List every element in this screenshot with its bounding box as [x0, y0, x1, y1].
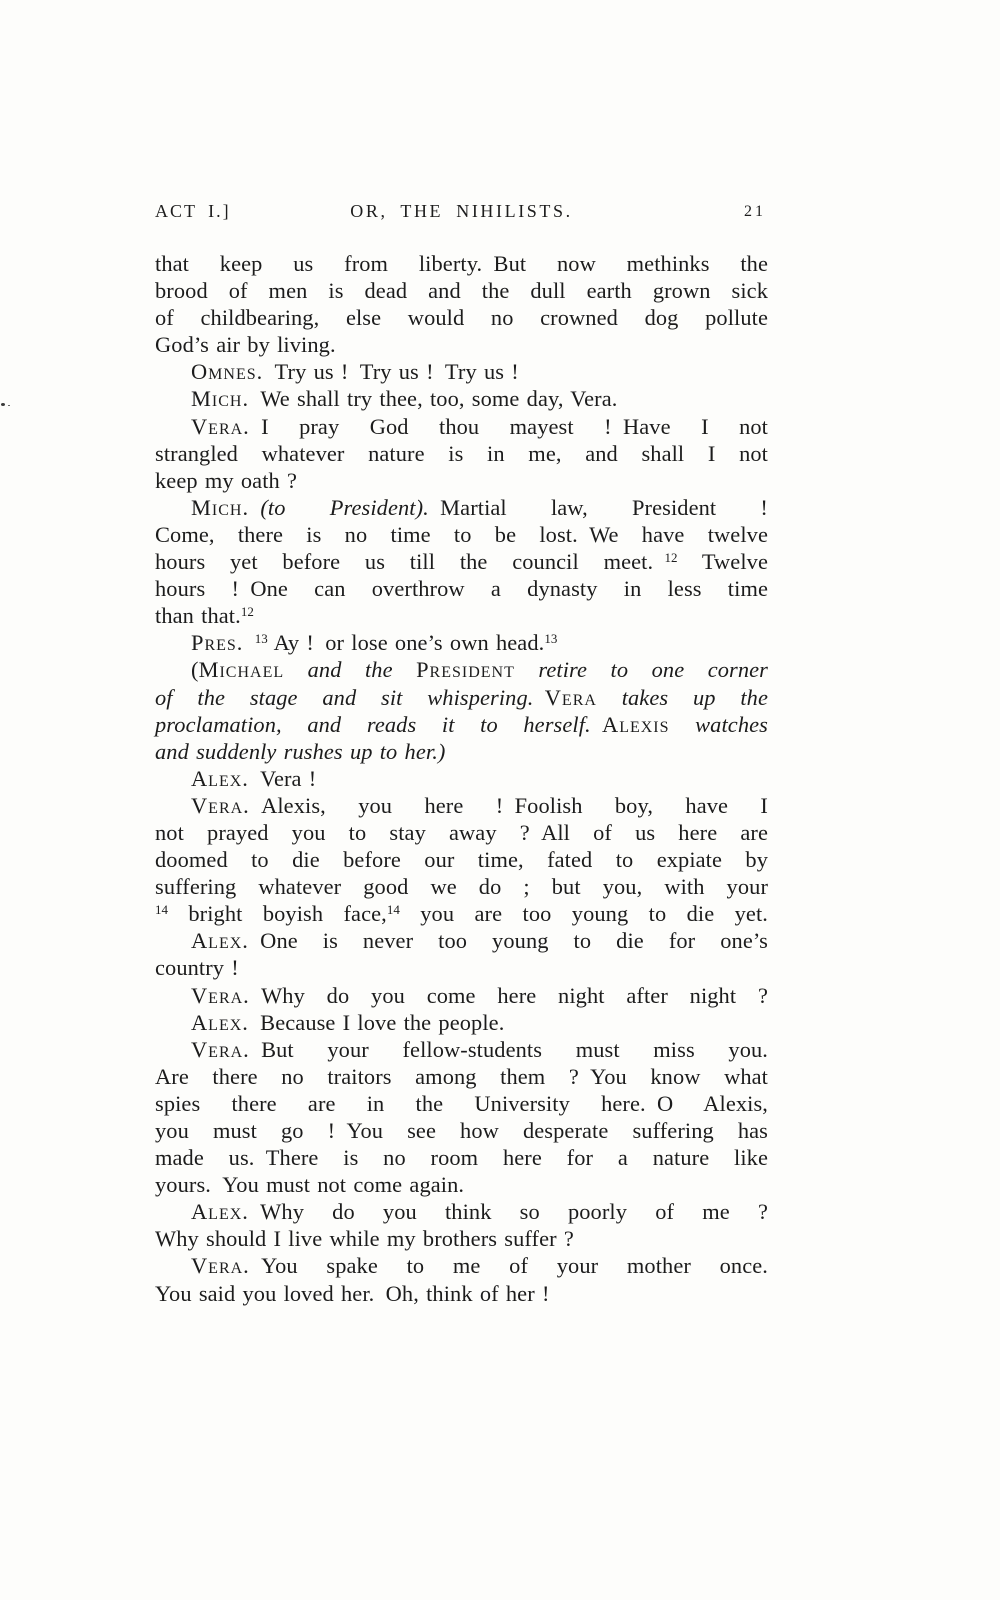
- text-line: [155, 277, 768, 304]
- header-page-number: 21: [744, 203, 766, 220]
- text-line: [155, 413, 768, 440]
- text-line: [155, 982, 768, 1009]
- text-line: [155, 331, 768, 358]
- text-line: [155, 358, 768, 385]
- text-run: Because I love the people.: [248, 1009, 505, 1035]
- text-run: Martial law, President !: [428, 494, 768, 520]
- small-caps-name: Vera.: [191, 982, 250, 1008]
- text-run: Why do you think so poorly of me ?: [248, 1199, 768, 1225]
- text-run: strangled whatever nature is in me, and shall I not: [155, 440, 768, 466]
- text-line: [155, 1171, 768, 1198]
- text-line: [155, 1225, 768, 1252]
- text-line: [155, 792, 768, 819]
- text-run: of childbearing, else would no crowned dog pollute: [155, 305, 768, 331]
- small-caps-name: Alex.: [191, 1009, 249, 1035]
- text-run: you must go ! You see how desperate suffering has: [155, 1118, 768, 1143]
- text-run: One is never too young to die for one’s: [248, 928, 768, 954]
- text-line: [155, 1117, 768, 1144]
- small-caps-name: Mich.: [191, 386, 250, 412]
- italic-run: (to President).: [260, 494, 429, 520]
- text-line: [155, 1063, 768, 1090]
- text-line: [155, 575, 768, 602]
- small-caps-name: Mich.: [191, 494, 250, 520]
- text-run: brood of men is dead and the dull earth grown sick: [155, 278, 768, 304]
- small-caps-name: Omnes.: [191, 359, 264, 385]
- text-run: You spake to me of your mother once.: [249, 1253, 768, 1279]
- text-run: keep my oath ?: [155, 467, 298, 493]
- text-line: [155, 927, 768, 954]
- text-line: [155, 440, 768, 467]
- small-caps-name: Vera.: [191, 1036, 250, 1062]
- text-run: yours. You must not come again.: [155, 1172, 465, 1198]
- text-run: But your fellow-students must miss you.: [249, 1036, 768, 1062]
- text-run: God’s air by living.: [155, 332, 336, 358]
- text-line: [155, 873, 768, 900]
- text-run: spies there are in the University here. O Alexis,: [155, 1090, 768, 1116]
- text-line: [155, 711, 768, 738]
- text-line: [155, 548, 768, 575]
- footnote-marker: 14: [155, 902, 168, 918]
- text-line: [155, 656, 768, 683]
- text-line: [155, 954, 768, 981]
- ink-speck: [1, 403, 5, 406]
- text-line: [155, 602, 768, 629]
- text-line: [155, 629, 768, 656]
- text-line: [155, 1090, 768, 1117]
- text-run: [249, 495, 260, 520]
- running-header: [155, 201, 768, 227]
- text-line: [155, 1009, 768, 1036]
- text-line: [155, 1252, 768, 1279]
- text-run: Why should I live while my brothers suffer ?: [155, 1226, 574, 1252]
- footnote-marker: 12: [664, 550, 678, 566]
- text-run: I pray God thou mayest ! Have I not: [249, 413, 768, 439]
- footnote-marker: 12: [240, 604, 254, 620]
- small-caps-name: Vera.: [191, 792, 250, 818]
- text-line: [155, 304, 768, 331]
- text-line: [155, 1198, 768, 1225]
- text-line: [155, 250, 768, 277]
- header-act-label: ACT I.]: [155, 201, 231, 221]
- text-line: [155, 684, 768, 711]
- text-run: Why do you come here night after night ?: [249, 982, 768, 1008]
- italic-run: retire to one corner: [514, 657, 769, 683]
- italic-run: and the: [284, 657, 417, 683]
- small-caps-name: Alex.: [191, 928, 249, 954]
- small-caps-name: President: [416, 657, 515, 683]
- text-run: you are too young to die yet.: [399, 901, 768, 927]
- text-line: [155, 521, 768, 548]
- text-run: that keep us from liberty. But now methinks the: [155, 251, 768, 276]
- header-book-title: OR, THE NIHILISTS.: [350, 201, 573, 221]
- italic-run: watches: [669, 711, 768, 737]
- text-line: [155, 467, 768, 494]
- text-run: than that.: [155, 603, 241, 629]
- small-caps-name: Vera: [544, 684, 597, 710]
- text-line: [155, 900, 768, 927]
- text-run: Ay ! or lose one’s own head.: [267, 630, 545, 656]
- italic-run: takes up the: [596, 684, 768, 710]
- italic-run: of the stage and sit whispering.: [155, 684, 545, 710]
- text-line: [155, 846, 768, 873]
- text-run: hours yet before us till the council meet.: [155, 549, 665, 575]
- text-run: We shall try thee, too, some day, Vera.: [249, 386, 618, 412]
- text-run: Come, there is no time to be lost. We have twelve: [155, 521, 768, 547]
- text-run: made us. There is no room here for a nature like: [155, 1145, 768, 1171]
- text-run: [243, 630, 254, 655]
- small-caps-name: Vera.: [191, 1253, 250, 1279]
- small-caps-name: Vera.: [191, 413, 250, 439]
- text-run: Vera !: [248, 765, 317, 791]
- text-line: [155, 765, 768, 792]
- text-run: Try us ! Try us ! Try us !: [263, 359, 519, 385]
- text-line: [155, 819, 768, 846]
- text-run: doomed to die before our time, fated to expiate by: [155, 847, 768, 873]
- italic-run: proclamation, and reads it to herself.: [155, 711, 603, 737]
- footnote-marker: 13: [544, 631, 558, 647]
- text-run: (: [191, 657, 199, 683]
- text-line: [155, 1036, 768, 1063]
- text-run: not prayed you to stay away ? All of us here are: [155, 819, 768, 845]
- small-caps-name: Pres.: [191, 630, 244, 656]
- small-caps-name: Alex.: [191, 1199, 249, 1225]
- text-run: bright boyish face,: [168, 901, 387, 927]
- footnote-marker: 14: [386, 902, 400, 918]
- small-caps-name: Michael: [198, 657, 285, 683]
- small-caps-name: Alex.: [191, 765, 249, 791]
- text-line: [155, 738, 768, 765]
- text-run: Twelve: [677, 549, 769, 575]
- text-run: country !: [155, 955, 239, 981]
- footnote-marker: 13: [254, 631, 268, 647]
- text-run: hours ! One can overthrow a dynasty in less time: [155, 576, 768, 602]
- text-line: [155, 1144, 768, 1171]
- text-line: [155, 494, 768, 521]
- small-caps-name: Alexis: [602, 711, 670, 737]
- text-line: [155, 385, 768, 412]
- text-run: Are there no traitors among them ? You know what: [155, 1063, 768, 1089]
- play-text-block: [155, 250, 768, 1307]
- text-line: [155, 1280, 768, 1307]
- text-run: suffering whatever good we do ; but you, with your: [155, 874, 768, 900]
- text-run: Alexis, you here ! Foolish boy, have I: [249, 792, 768, 818]
- text-run: You said you loved her. Oh, think of her !: [155, 1280, 550, 1306]
- italic-run: and suddenly rushes up to her.): [155, 738, 446, 764]
